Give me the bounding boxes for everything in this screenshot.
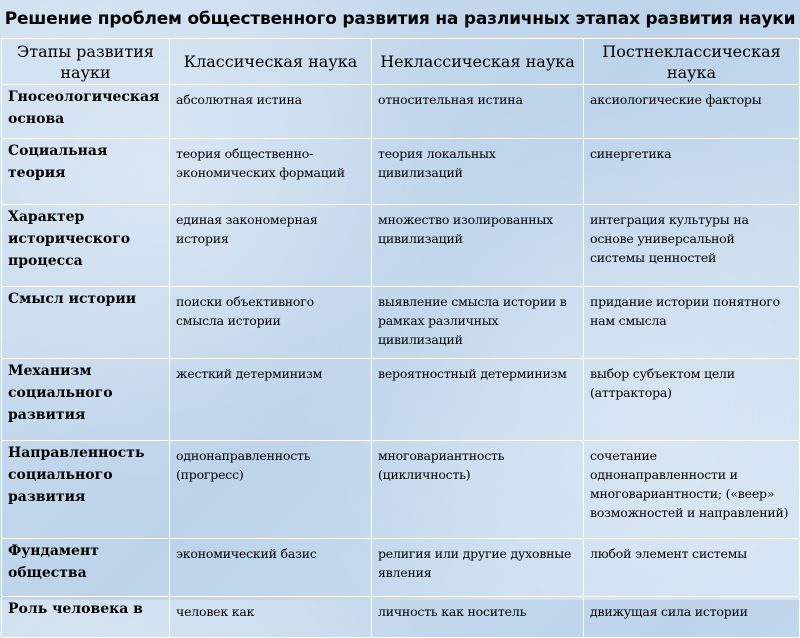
row-header: Фундамент общества bbox=[2, 539, 170, 597]
table-cell: множество изолированных цивилизаций bbox=[372, 205, 584, 287]
column-header: Постнеклассическая наука bbox=[584, 39, 800, 85]
table-cell: выявление смысла истории в рамках различных цивилизаций bbox=[372, 287, 584, 359]
comparison-table bbox=[1, 38, 800, 638]
table-row bbox=[2, 139, 800, 205]
table-cell: человек как bbox=[170, 597, 372, 638]
table-cell: интеграция культуры на основе универсальной системы ценностей bbox=[584, 205, 800, 287]
table-cell: выбор субъектом цели (аттрактора) bbox=[584, 359, 800, 441]
table-header-row bbox=[2, 39, 800, 85]
table-cell: личность как носитель bbox=[372, 597, 584, 638]
page-title: Решение проблем общественного развития на различных этапах развития науки bbox=[4, 9, 796, 29]
table-row bbox=[2, 205, 800, 287]
table-cell: поиски объективного смысла истории bbox=[170, 287, 372, 359]
table-cell: движущая сила истории bbox=[584, 597, 800, 638]
column-header: Классическая наука bbox=[170, 39, 372, 85]
table-cell: любой элемент системы bbox=[584, 539, 800, 597]
table-cell: теория локальных цивилизаций bbox=[372, 139, 584, 205]
table-cell: синергетика bbox=[584, 139, 800, 205]
row-header: Характер исторического процесса bbox=[2, 205, 170, 287]
row-header: Смысл истории bbox=[2, 287, 170, 359]
table-row bbox=[2, 441, 800, 539]
table-row bbox=[2, 85, 800, 139]
table-row bbox=[2, 539, 800, 597]
row-header: Социальная теория bbox=[2, 139, 170, 205]
row-header: Роль человека в bbox=[2, 597, 170, 638]
table-cell: аксиологические факторы bbox=[584, 85, 800, 139]
column-header: Этапы развития науки bbox=[2, 39, 170, 85]
row-header: Гносеологическая основа bbox=[2, 85, 170, 139]
table-cell: вероятностный детерминизм bbox=[372, 359, 584, 441]
table-cell: придание истории понятного нам смысла bbox=[584, 287, 800, 359]
table-row bbox=[2, 287, 800, 359]
row-header: Направленность социального развития bbox=[2, 441, 170, 539]
table-cell: однонаправленность (прогресс) bbox=[170, 441, 372, 539]
table-cell: относительная истина bbox=[372, 85, 584, 139]
table-cell: многовариантность (цикличность) bbox=[372, 441, 584, 539]
row-header: Механизм социального развития bbox=[2, 359, 170, 441]
table-cell: жесткий детерминизм bbox=[170, 359, 372, 441]
table-cell: абсолютная истина bbox=[170, 85, 372, 139]
table-row bbox=[2, 597, 800, 638]
table-row bbox=[2, 359, 800, 441]
table-cell: экономический базис bbox=[170, 539, 372, 597]
table-cell: единая закономерная история bbox=[170, 205, 372, 287]
table-cell: сочетание однонаправленности и многовариантности; («веер» возможностей и направлений) bbox=[584, 441, 800, 539]
table-cell: религия или другие духовные явления bbox=[372, 539, 584, 597]
column-header: Неклассическая наука bbox=[372, 39, 584, 85]
table-cell: теория общественно-экономических формаций bbox=[170, 139, 372, 205]
